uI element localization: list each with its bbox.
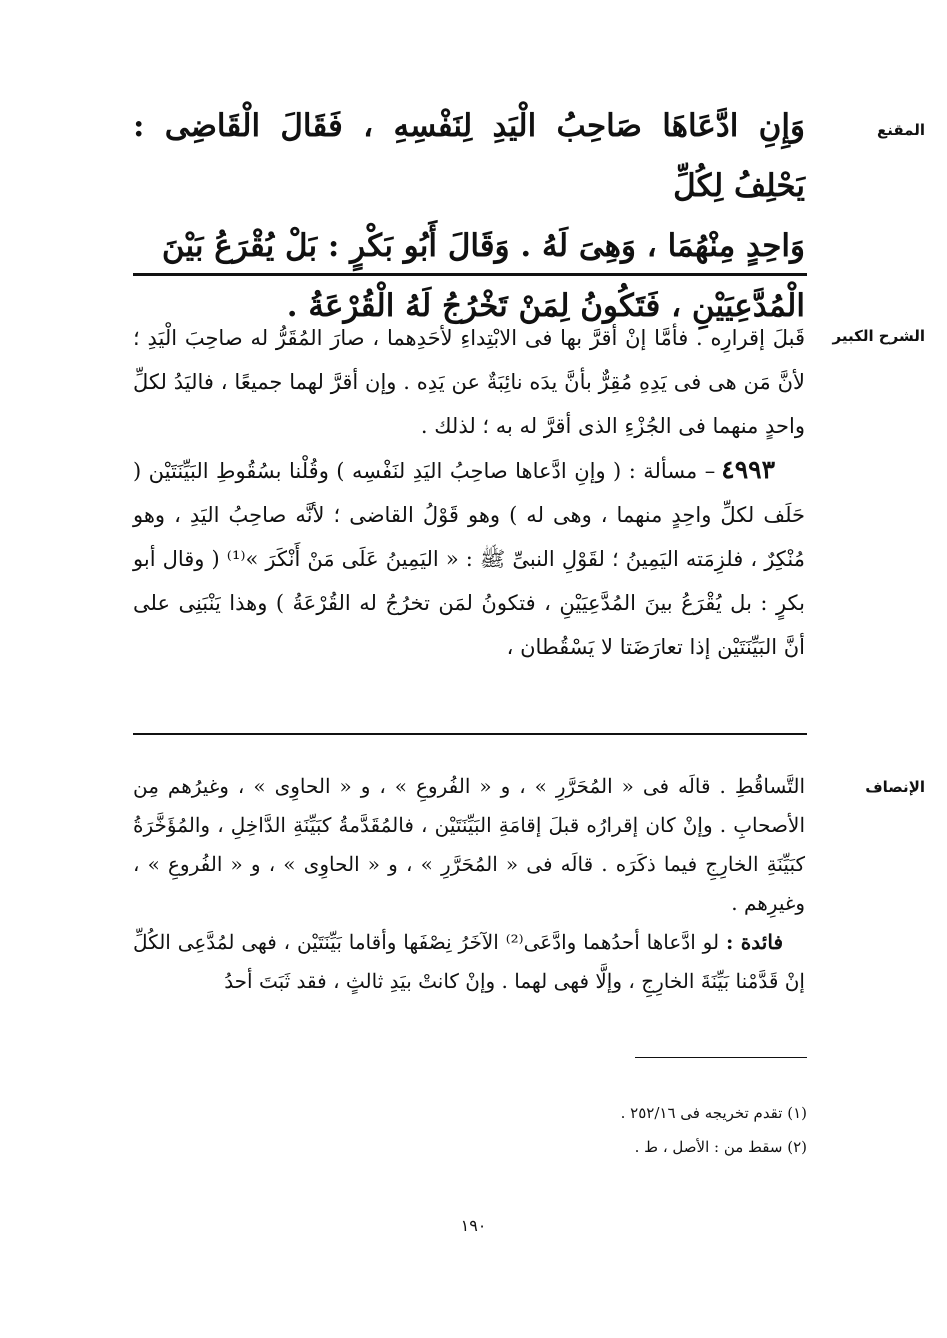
footnote-divider xyxy=(635,1057,807,1058)
muqni-text-block xyxy=(133,96,805,336)
section-divider-thick xyxy=(133,273,807,276)
muqni-line-2: وَاحِدٍ مِنْهُمَا ، وَهِىَ لَهُ . وَقَالَ أَبُو بَكْرٍ : بَلْ يُقْرَعُ بَيْنَ xyxy=(161,228,805,264)
section-divider-thin xyxy=(133,733,807,735)
insaf-paragraph-1: التَّساقُطِ . قالَه فى « المُحَرَّرِ » ، و « الفُروعِ » ، و « الحاوِى » ، وغيرُهم مِن الأصحابِ . وإنْ كان إقرارُه قبلَ إقامَةِ البَيِّنَتَيْن ، فالمُقَدَّمةُ كبَيِّنَةِ الدَّاخِلِ ، والمُؤَخَّرَةُ كبَيِّنَةِ الخارِجِ فيما ذكَرَه . قالَه فى « المُحَرَّرِ » ، و « الحاوِى » ، و « الفُروعِ » ، وغيرِهم . xyxy=(133,774,806,915)
insaf-paragraph-2-text: لو ادَّعاها أحدُهما وادَّعَى⁽²⁾ الآخَرُ نِصْفَها وأقاما بَيِّنَتَيْن ، فهى لمُدَّعِى الكُلِّ إنْ قَدَّمْنا بَيِّنَةَ الخارِجِ ، وإلَّا فهى لهما . وإنْ كانتْ بيَدِ ثالثٍ ، فقد ثَبَتَ أحدُ xyxy=(133,930,805,993)
section-label-muqni: المقنع xyxy=(877,121,925,139)
footnote-2: (٢) سقط من : الأصل ، ط . xyxy=(634,1138,807,1156)
insaf-paragraph-2 xyxy=(133,923,805,1001)
insaf-text-block xyxy=(133,767,805,1001)
page-number: ١٩٠ xyxy=(460,1216,487,1235)
sharh-paragraph-2 xyxy=(133,448,805,669)
section-label-sharh: الشرح الكبير xyxy=(832,327,925,345)
section-label-insaf: الإنصاف xyxy=(865,778,925,796)
muqni-line-3: الْمُدَّعِيَيْنِ ، فَتَكُونُ لِمَنْ تَخْرُجُ لَهُ الْقُرْعَةُ . xyxy=(286,288,805,324)
muqni-line-1: وَإِنِ ادَّعَاهَا صَاحِبُ الْيَدِ لِنَفْسِهِ ، فَقَالَ الْقَاضِى : يَحْلِفُ لِكُلِّ xyxy=(133,108,805,204)
sharh-text-block xyxy=(133,316,805,669)
sharh-paragraph-1: قَبلَ إقرارِه . فأمَّا إنْ أقرَّ بها فى الابْتِداءِ لأحَدِهما ، صارَ المُقَرُّ له صاحِبَ الْيَدِ ؛ لأنَّ مَن هى فى يَدِهِ مُقِرٌّ بأنَّ يدَه نائِبَةٌ عن يَدِه . وإن أقرَّ لهما جميعًا ، فاليَدُ لكلِّ واحدٍ منهما فى الجُزْءِ الذى أقرَّ له به ؛ لذلك . xyxy=(133,326,805,438)
issue-number: ٤٩٩٣ xyxy=(721,455,775,484)
footnote-1: (١) تقدم تخريجه فى ٢٥٢/١٦ . xyxy=(620,1104,807,1122)
faida-label: فائدة : xyxy=(725,930,784,954)
footnotes xyxy=(387,1096,807,1164)
sharh-paragraph-2-text: – مسألة : ( وإنِ ادَّعاها صاحِبُ اليَدِ لنَفْسِه ) وقُلْنا بسُقُوطِ البَيِّنَتَيْن ( حَلَف لكلِّ واحِدٍ منهما ، وهى له ) وهو قَوْلُ القاضى ؛ لأنَّه صاحِبُ اليَدِ ، وهو مُنْكِرٌ ، فلزِمَته اليَمِينُ ؛ لقَوْلِ النبىِّ ﷺ : « اليَمِينُ عَلَى مَنْ أَنْكَرَ »⁽¹⁾ ( وقال أبو بكرٍ : بل يُقْرَعُ بينَ المُدَّعِيَيْنِ ، فتكونُ لمَن تخرُجُ له القُرْعَةُ ) وهذا يَنْبَنِى على أنَّ البَيِّنَتَيْن إذا تعارَضَتا لا يَسْقُطان ، xyxy=(133,459,805,659)
